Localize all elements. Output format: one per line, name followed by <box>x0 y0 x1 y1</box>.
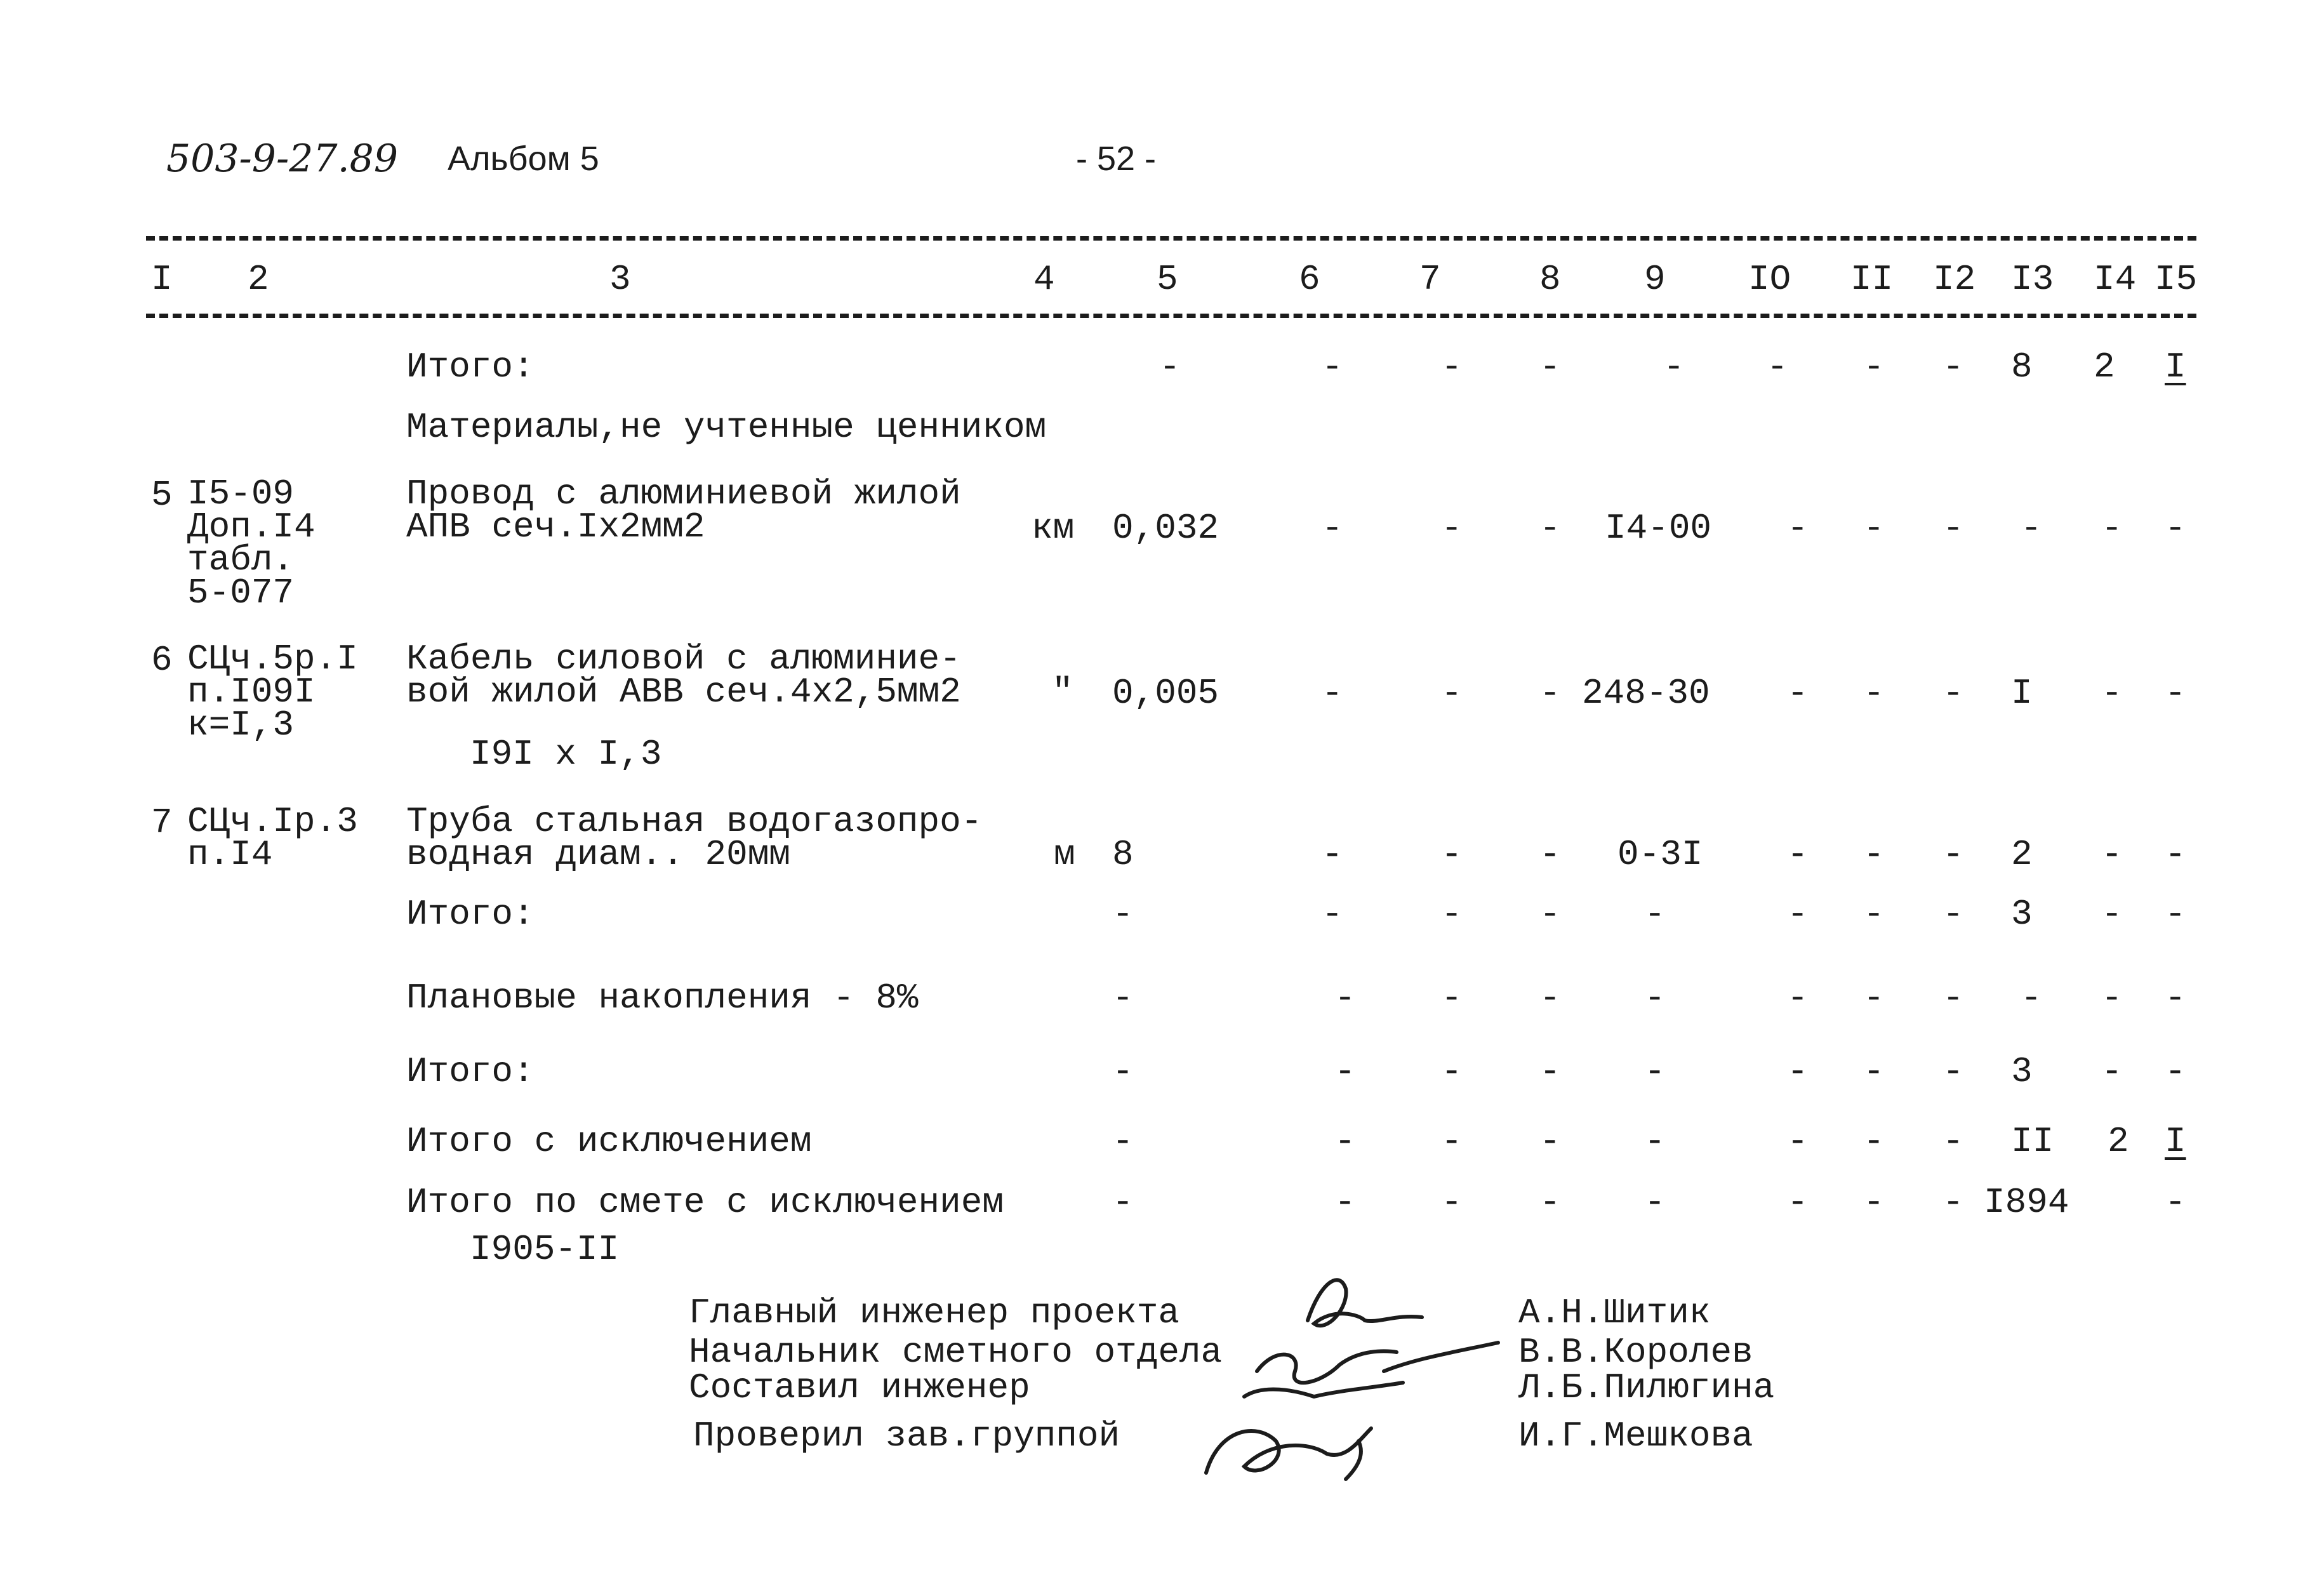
cell-c13: I <box>2011 673 2033 714</box>
cell-c13: 3 <box>2011 894 2033 934</box>
cell-c9: - <box>1644 1121 1666 1162</box>
col-header-12: I2 <box>1933 259 1976 300</box>
cell-c12: - <box>1942 673 1964 714</box>
cell-c11: - <box>1863 894 1885 934</box>
cell-c11: - <box>1863 508 1885 548</box>
cell-c10: - <box>1787 673 1809 714</box>
row-code: I5-09 Доп.I4 табл. 5-077 <box>187 474 315 613</box>
cell-c12: - <box>1942 1182 1964 1223</box>
cell-c13: 2 <box>2011 834 2033 875</box>
signature-scribble-3 <box>1244 1383 1403 1397</box>
signature-scribble-2 <box>1257 1343 1498 1383</box>
col-header-5: 5 <box>1157 259 1178 300</box>
document-code: 503-9-27.89 <box>166 136 399 181</box>
cell-c6: - <box>1322 834 1343 875</box>
cell-c11: - <box>1863 673 1885 714</box>
cell-c13: 8 <box>2011 347 2033 387</box>
cell-c11: - <box>1863 978 1885 1018</box>
cell-c13: - <box>2021 508 2042 548</box>
cell-c9: 0-3I <box>1617 834 1703 875</box>
row-sublabel: I905-II <box>470 1229 620 1270</box>
cell-c7: - <box>1441 508 1463 548</box>
cell-c11: - <box>1863 1121 1885 1162</box>
cell-c14: - <box>2101 894 2123 934</box>
signature-title-2: Начальник сметного отдела <box>689 1332 1223 1372</box>
cell-c6: - <box>1322 894 1343 934</box>
row-unit: км <box>1032 508 1075 548</box>
cell-c13: I894 <box>1984 1182 2069 1223</box>
cell-c6: - <box>1322 673 1343 714</box>
row-unit: м <box>1054 834 1075 875</box>
cell-c6: - <box>1334 1121 1356 1162</box>
cell-c12: - <box>1942 508 1964 548</box>
signature-title-1: Главный инженер проекта <box>689 1293 1179 1333</box>
cell-c8: - <box>1539 894 1561 934</box>
cell-c8: - <box>1539 673 1561 714</box>
cell-c12: - <box>1942 347 1964 387</box>
cell-c5: - <box>1112 1121 1134 1162</box>
col-header-3: 3 <box>609 259 631 300</box>
signature-name-3: Л.Б.Пилюгина <box>1518 1367 1775 1408</box>
row-qty: 0,005 <box>1112 673 1219 714</box>
cell-c11: - <box>1863 347 1885 387</box>
cell-c15: I <box>2165 1121 2186 1162</box>
col-header-4: 4 <box>1033 259 1055 300</box>
cell-c10: - <box>1787 508 1809 548</box>
row-label: Итого с исключением <box>406 1121 812 1162</box>
materials-heading: Материалы,не учтенные ценником <box>406 407 1047 448</box>
col-header-8: 8 <box>1539 259 1561 300</box>
cell-c7: - <box>1441 1182 1463 1223</box>
col-header-9: 9 <box>1644 259 1666 300</box>
cell-c12: - <box>1942 978 1964 1018</box>
cell-c11: - <box>1863 834 1885 875</box>
cell-c6: - <box>1334 978 1356 1018</box>
cell-c7: - <box>1441 894 1463 934</box>
cell-c8: - <box>1539 1051 1561 1092</box>
cell-c14: - <box>2101 834 2123 875</box>
signature-scribble-4 <box>1206 1428 1371 1479</box>
cell-c7: - <box>1441 1121 1463 1162</box>
cell-c8: - <box>1539 1182 1561 1223</box>
cell-c15: - <box>2165 673 2186 714</box>
cell-c6: - <box>1322 347 1343 387</box>
signature-title-4: Проверил зав.группой <box>693 1416 1120 1456</box>
col-header-6: 6 <box>1299 259 1320 300</box>
cell-c10: - <box>1787 1121 1809 1162</box>
cell-c12: - <box>1942 834 1964 875</box>
cell-c8: - <box>1539 1121 1561 1162</box>
row-unit: " <box>1052 672 1073 712</box>
cell-c9: - <box>1644 1051 1666 1092</box>
cell-c12: - <box>1942 1051 1964 1092</box>
cell-c15: - <box>2165 1182 2186 1223</box>
cell-c6: - <box>1334 1182 1356 1223</box>
cell-c13: II <box>2011 1121 2054 1162</box>
cell-c5: - <box>1112 894 1134 934</box>
cell-c11: - <box>1863 1182 1885 1223</box>
row-number: 6 <box>151 640 173 681</box>
signature-name-2: В.В.Королев <box>1518 1332 1753 1372</box>
col-header-7: 7 <box>1419 259 1441 300</box>
cell-c9: - <box>1644 894 1666 934</box>
cell-c10: - <box>1787 894 1809 934</box>
cell-c10: - <box>1767 347 1788 387</box>
page-number: - 52 - <box>1076 140 1157 178</box>
cell-c5: - <box>1112 1182 1134 1223</box>
signature-scribble-1 <box>1308 1280 1422 1326</box>
col-header-14: I4 <box>2094 259 2137 300</box>
row-note: I9I х I,3 <box>470 734 662 774</box>
cell-c7: - <box>1441 347 1463 387</box>
col-header-2: 2 <box>248 259 269 300</box>
signature-name-1: А.Н.Шитик <box>1518 1293 1711 1333</box>
cell-c7: - <box>1441 1051 1463 1092</box>
cell-c10: - <box>1787 834 1809 875</box>
cell-c9: - <box>1644 1182 1666 1223</box>
cell-c15: - <box>2165 1051 2186 1092</box>
cell-c12: - <box>1942 1121 1964 1162</box>
cell-c15: - <box>2165 508 2186 548</box>
cell-c10: - <box>1787 1182 1809 1223</box>
row-label: Итого по смете с исключением <box>406 1182 1004 1223</box>
cell-c15: - <box>2165 978 2186 1018</box>
cell-c15: I <box>2165 347 2186 387</box>
col-header-10: IO <box>1748 259 1791 300</box>
row-label: Итого: <box>406 894 535 934</box>
cell-c9: - <box>1644 978 1666 1018</box>
row-qty: 0,032 <box>1112 508 1219 548</box>
cell-c7: - <box>1441 834 1463 875</box>
row-number: 5 <box>151 475 173 515</box>
cell-c13: - <box>2021 978 2042 1018</box>
cell-c8: - <box>1539 978 1561 1018</box>
album-label: Альбом 5 <box>448 140 599 178</box>
row-qty: 8 <box>1112 834 1134 875</box>
row-code: СЦч.5р.I п.I09I к=I,3 <box>187 639 358 745</box>
cell-c14: - <box>2101 508 2123 548</box>
row-label: Итого: <box>406 347 535 387</box>
cell-c14: 2 <box>2094 347 2115 387</box>
signature-name-4: И.Г.Мешкова <box>1518 1416 1753 1456</box>
cell-c14: - <box>2101 673 2123 714</box>
cell-c7: - <box>1441 978 1463 1018</box>
cell-c8: - <box>1539 347 1561 387</box>
cell-c11: - <box>1863 1051 1885 1092</box>
row-name: Труба стальная водогазопро- водная диам.. 20мм <box>406 801 983 875</box>
cell-c8: - <box>1539 834 1561 875</box>
cell-c5: - <box>1112 1051 1134 1092</box>
row-label: Плановые накопления - 8% <box>406 978 919 1018</box>
cell-c9: I4-00 <box>1605 508 1712 548</box>
cell-c14: 2 <box>2108 1121 2129 1162</box>
cell-c10: - <box>1787 1051 1809 1092</box>
cell-c15: - <box>2165 894 2186 934</box>
cell-c7: - <box>1441 673 1463 714</box>
cell-c5: - <box>1112 978 1134 1018</box>
row-name: Кабель силовой с алюминие- вой жилой АВВ сеч.4х2,5мм2 <box>406 639 961 712</box>
cell-c14: - <box>2101 1051 2123 1092</box>
cell-c8: - <box>1539 508 1561 548</box>
cell-c9: - <box>1663 347 1685 387</box>
cell-c13: 3 <box>2011 1051 2033 1092</box>
cell-c6: - <box>1334 1051 1356 1092</box>
cell-c5: - <box>1159 347 1181 387</box>
row-name: Провод с алюминиевой жилой АПВ сеч.Iх2мм2 <box>406 474 961 547</box>
signature-title-3: Составил инженер <box>689 1367 1030 1408</box>
col-header-11: II <box>1850 259 1894 300</box>
cell-c10: - <box>1787 978 1809 1018</box>
col-header-15: I5 <box>2155 259 2198 300</box>
row-code: СЦч.Iр.3 п.I4 <box>187 801 358 875</box>
row-label: Итого: <box>406 1051 535 1092</box>
cell-c12: - <box>1942 894 1964 934</box>
cell-c9: 248-30 <box>1582 673 1710 714</box>
col-header-1: I <box>151 259 173 300</box>
cell-c14: - <box>2101 978 2123 1018</box>
cell-c6: - <box>1322 508 1343 548</box>
col-header-13: I3 <box>2011 259 2054 300</box>
row-number: 7 <box>151 802 173 843</box>
cell-c15: - <box>2165 834 2186 875</box>
